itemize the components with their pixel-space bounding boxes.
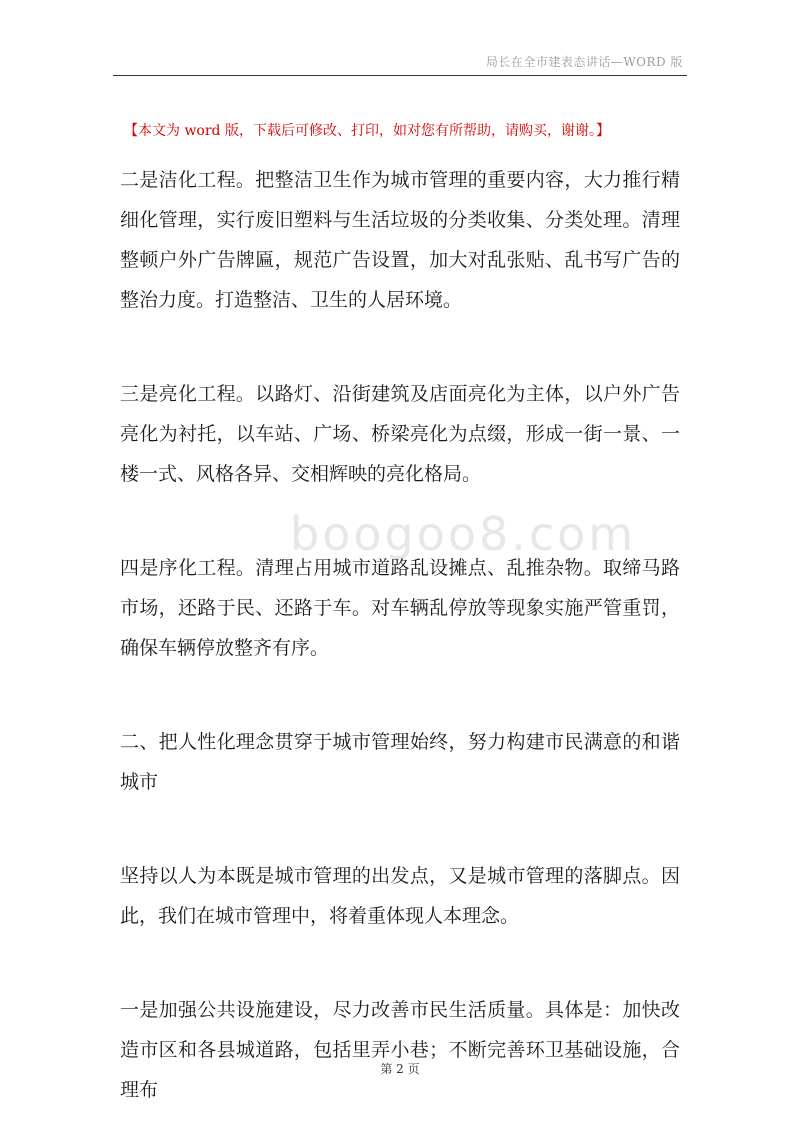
paragraph-lighting-project: 三是亮化工程。以路灯、沿街建筑及店面亮化为主体，以户外广告亮化为衬托，以车站、广场、桥梁亮化为点缀，形成一街一景、一楼一式、风格各异、交相辉映的亮化格局。 bbox=[120, 383, 680, 485]
paragraph-people-oriented: 坚持以人为本既是城市管理的出发点，又是城市管理的落脚点。因此，我们在城市管理中，将着重体现人本理念。 bbox=[120, 865, 680, 927]
paragraph-order-project: 四是序化工程。清理占用城市道路乱设摊点、乱推杂物。取缔马路市场，还路于民、还路于车。对车辆乱停放等现象实施严管重罚，确保车辆停放整齐有序。 bbox=[120, 557, 680, 659]
watermark: boogoo8.com bbox=[290, 507, 637, 561]
running-header: 局长在全市建表态讲话—WORD 版 bbox=[485, 55, 683, 69]
page-number: 第 2 页 bbox=[380, 1062, 420, 1076]
download-notice: 【本文为 word 版，下载后可修改、打印，如对您有所帮助，请购买，谢谢。】 bbox=[124, 123, 610, 139]
header-divider bbox=[113, 75, 687, 76]
section-heading-humanization: 二、把人性化理念贯穿于城市管理始终，努力构建市民满意的和谐城市 bbox=[120, 731, 680, 793]
paragraph-clean-project: 二是洁化工程。把整洁卫生作为城市管理的重要内容，大力推行精细化管理，实行废旧塑料与生活垃圾的分类收集、分类处理。清理整顿户外广告牌匾，规范广告设置，加大对乱张贴、乱书写广告的整治力度。打造整洁、卫生的人居环境。 bbox=[120, 169, 680, 311]
document-body bbox=[120, 160, 680, 1110]
paragraph-public-facilities: 一是加强公共设施建设，尽力改善市民生活质量。具体是：加快改造市区和各县城道路，包括里弄小巷；不断完善环卫基础设施，合理布 bbox=[120, 999, 680, 1101]
